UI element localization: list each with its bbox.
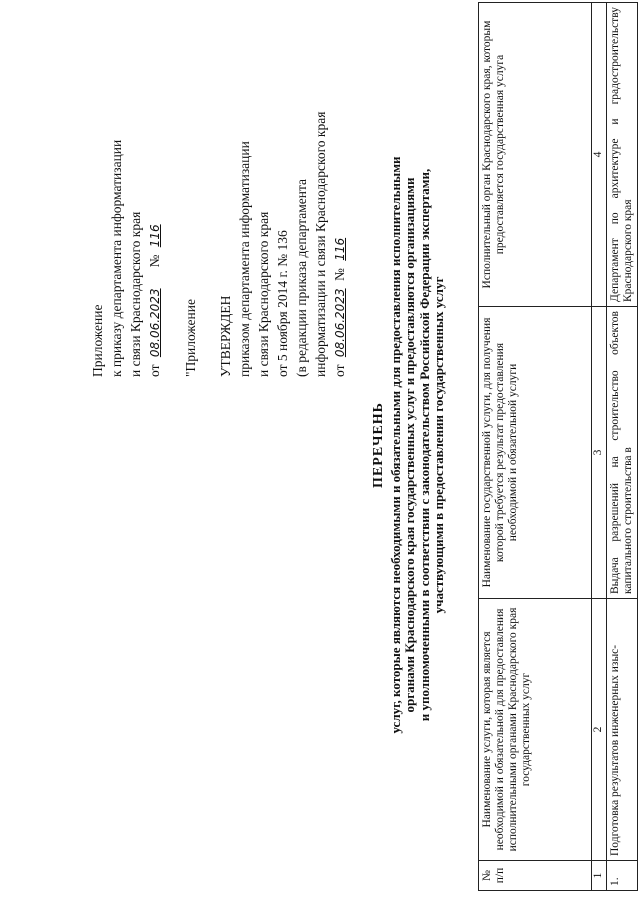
table-header-row: [479, 3, 592, 891]
heading-line-2: органами Краснодарского края государственных услуг и предоставляются организациями: [402, 177, 417, 713]
approved-label: УТВЕРЖДЕН: [218, 295, 233, 377]
header-state-service: Наименование государственной услуги, для получения которой требуется результат предоставления необходимой и обязательной услуги: [479, 307, 592, 599]
appendix-region-line: и связи Краснодарского края: [128, 211, 143, 377]
handwritten-revision-number: 116: [333, 237, 347, 261]
document-heading: [372, 85, 447, 805]
revision-line: (в редакции приказа департамента: [294, 178, 309, 377]
number-prefix: №: [147, 254, 162, 268]
table-row: [607, 3, 638, 891]
appendix-label: Приложение: [90, 304, 105, 377]
row-authority: Департамент по архитектуре и градостроительству Краснодарского края: [607, 3, 638, 307]
header-authority: Исполнительный орган Краснодарского края, которым предоставляется государственная услуга: [479, 3, 592, 307]
handwritten-revision-date: 08.06.2023: [333, 288, 347, 358]
row-required-service: Подготовка результатов инженерных изыс-: [607, 599, 638, 861]
date-prefix: от: [147, 364, 162, 377]
column-number: 3: [592, 307, 607, 599]
heading-line-3: и уполномоченными в соответствии с законодательством Российской Федерации экспертами,: [416, 168, 432, 722]
approved-region-line: и связи Краснодарского края: [256, 211, 271, 377]
document-title: ПЕРЕЧЕНЬ: [371, 402, 386, 488]
approved-order-line: приказом департамента информатизации: [237, 141, 252, 377]
column-number-row: [592, 3, 607, 891]
handwritten-date: 08.06.2023: [148, 288, 162, 358]
revision-number-prefix: №: [332, 268, 347, 282]
revision-date-line: [330, 17, 350, 377]
approved-date-line: от 5 ноября 2014 г. № 136: [275, 230, 290, 377]
handwritten-number: 116: [148, 224, 162, 248]
approval-block: [88, 17, 350, 377]
heading-line-1: услуг, которые являются необходимыми и обязательными для предоставления исполнительными: [387, 156, 403, 734]
services-table: [478, 2, 638, 891]
row-number: 1.: [607, 861, 638, 891]
appendix-order-line: к приказу департамента информатизации: [109, 139, 124, 377]
row-state-service: Выдача разрешений на строительство объектов капитального строительства в: [607, 307, 638, 599]
revision-date-prefix: от: [332, 364, 347, 377]
column-number: 4: [592, 3, 607, 307]
heading-line-4: участвующими в предоставлении государственных услуг: [431, 276, 446, 614]
quoted-appendix-label: "Приложение: [183, 299, 198, 377]
appendix-date-line: [145, 17, 165, 377]
column-number: 2: [592, 599, 607, 861]
revision-department-line: информатизации и связи Краснодарского края: [313, 111, 328, 377]
header-number: № п/п: [479, 861, 592, 891]
header-required-service: Наименование услуги, которая является необходимой и обязательной для предоставления исполнительными органами Краснодарского края государственных услуг: [479, 599, 592, 861]
column-number: 1: [592, 861, 607, 891]
